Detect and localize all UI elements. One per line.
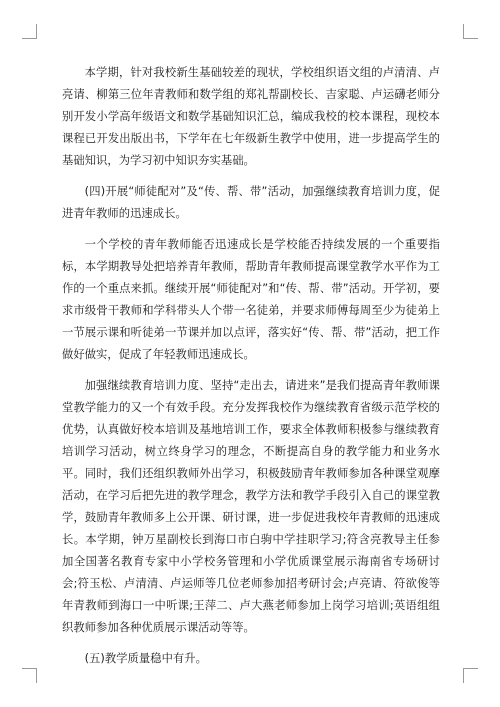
section-heading-four: (四)开展“师徒配对”及“传、帮、带”活动，加强继续教育培训力度，促进青年教师的迅速成长。 (62, 185, 440, 220)
crop-mark-top-right (463, 24, 478, 39)
section-heading-five: (五)教学质量稳中有升。 (84, 652, 207, 665)
paragraph-continuing-education: 加强继续教育培训力度、坚持“走出去，请进来”是我们提高青年教师课堂教学能力的又一个有效手段。充分发挥我校作为继续教育省级示范学校的优势，认真做好校本培训及基地培训工作，要求全体教师积极参与继续教育培训学习活动，树立终身学习的理念，不断提高自身的教学能力和业务水平。同时，我们还组织教师外出学习，积极鼓励青年教师参加各种课堂观摩活动，在学习后把先进的教学理念，教学方法和教学手段引入自己的课堂教学，鼓励青年教师多上公开课、研讨课，进一步促进我校年青教师的迅速成长。本学期，钟万星副校长到海口市白驹中学挂职学习;符含亮教导主任参加全国著名教育专家中小学校务管理和小学优质课堂展示海南省专场研讨会;符玉松、卢清清、卢运师等几位老师参加招考研讨会;卢亮请、符欲俊等年青教师到海口一中听课;王萍二、卢大燕老师参加上岗学习培训;英语组组织教师参加各种优质展示课活动等等。 (62, 379, 440, 634)
paragraph-young-teachers: 一个学校的青年教师能否迅速成长是学校能否持续发展的一个重要指标，本学期教导处把培养青年教师，帮助青年教师提高课堂教学水平作为工作的一个重点来抓。继续开展“师徒配对”和“传、帮、带”活动。开学初，要求市级骨干教师和学科带头人个带一名徒弟，并要求师傅每周至少为徒弟上一节展示课和听徒弟一节课并加以点评，落实好“传、帮、带”活动，把工作做好做实，促成了年轻教师迅速成长。 (62, 238, 440, 361)
document-body (62, 62, 440, 679)
crop-mark-top-left (22, 24, 37, 39)
paragraph-school-curriculum: 本学期，针对我校新生基础较差的现状，学校组织语文组的卢清清、卢亮请、柳第三位年青教师和数学组的郑礼帮副校长、吉家聪、卢运礴老师分别开发小学高年级语文和数学基础知识汇总，编成我校的校本课程，现校本课程已开发出版出书，下学年在七年级新生教学中使用，进一步提高学生的基础知识，为学习初中知识夯实基础。 (62, 66, 440, 167)
crop-mark-bottom-right (463, 668, 478, 683)
crop-mark-bottom-left (22, 668, 37, 683)
